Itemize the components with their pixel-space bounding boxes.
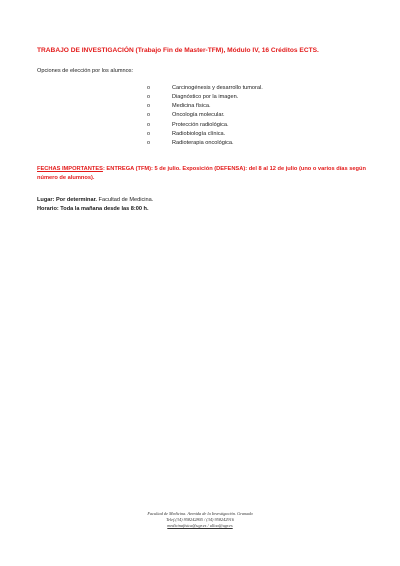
schedule-text: Horario: Toda la mañana desde las 8:00 h. — [37, 205, 149, 212]
location-line — [37, 196, 153, 205]
location-value: Facultad de Medicina. — [97, 197, 154, 203]
list-item — [146, 84, 263, 93]
option-text: Oncología molecular. — [172, 112, 225, 119]
circle-bullet-icon: o — [147, 130, 150, 137]
list-item — [146, 130, 263, 139]
important-dates-text: : ENTREGA (TFM): 5 de julio. Exposición (DEFENSA): del 8 al 12 de julio (uno o varios días según número de alumnos). — [37, 166, 366, 181]
option-text: Medicina física. — [172, 103, 211, 110]
list-item — [146, 139, 263, 148]
circle-bullet-icon: o — [147, 121, 150, 128]
important-dates-label: FECHAS IMPORTANTES — [37, 166, 103, 172]
options-list — [146, 84, 263, 148]
location-schedule — [37, 196, 153, 213]
circle-bullet-icon: o — [147, 103, 150, 110]
important-dates — [37, 165, 382, 182]
circle-bullet-icon: o — [147, 112, 150, 119]
list-item — [146, 102, 263, 111]
circle-bullet-icon: o — [147, 139, 150, 146]
page-footer — [100, 511, 300, 529]
location-label: Lugar: Por determinar. — [37, 197, 97, 203]
options-intro: Opciones de elección por los alumnos: — [37, 68, 134, 74]
list-item — [146, 111, 263, 120]
option-text: Carcinogénesis y desarrollo tumoral. — [172, 85, 263, 91]
option-text: Radiobiología clínica. — [172, 130, 226, 137]
circle-bullet-icon: o — [147, 94, 150, 101]
footer-address: Facultad de Medicina. Avenida de la Investigación. Granada — [147, 511, 253, 516]
document-title: TRABAJO DE INVESTIGACIÓN (Trabajo Fin de Master-TFM), Módulo IV, 16 Créditos ECTS. — [37, 47, 319, 54]
list-item — [146, 121, 263, 130]
circle-bullet-icon: o — [147, 85, 150, 91]
option-text: Protección radiológica. — [172, 121, 229, 128]
list-item — [146, 93, 263, 102]
option-text: Radioterapia oncológica. — [172, 139, 234, 146]
option-text: Diagnóstico por la imagen. — [172, 94, 239, 101]
schedule-line — [37, 205, 153, 214]
footer-email-link[interactable]: medicinafisica@ugr.es / ulloa@ugr.es — [167, 523, 233, 529]
footer-phone: Telef.(34) 958242805 / (34) 958242916 — [166, 517, 234, 523]
